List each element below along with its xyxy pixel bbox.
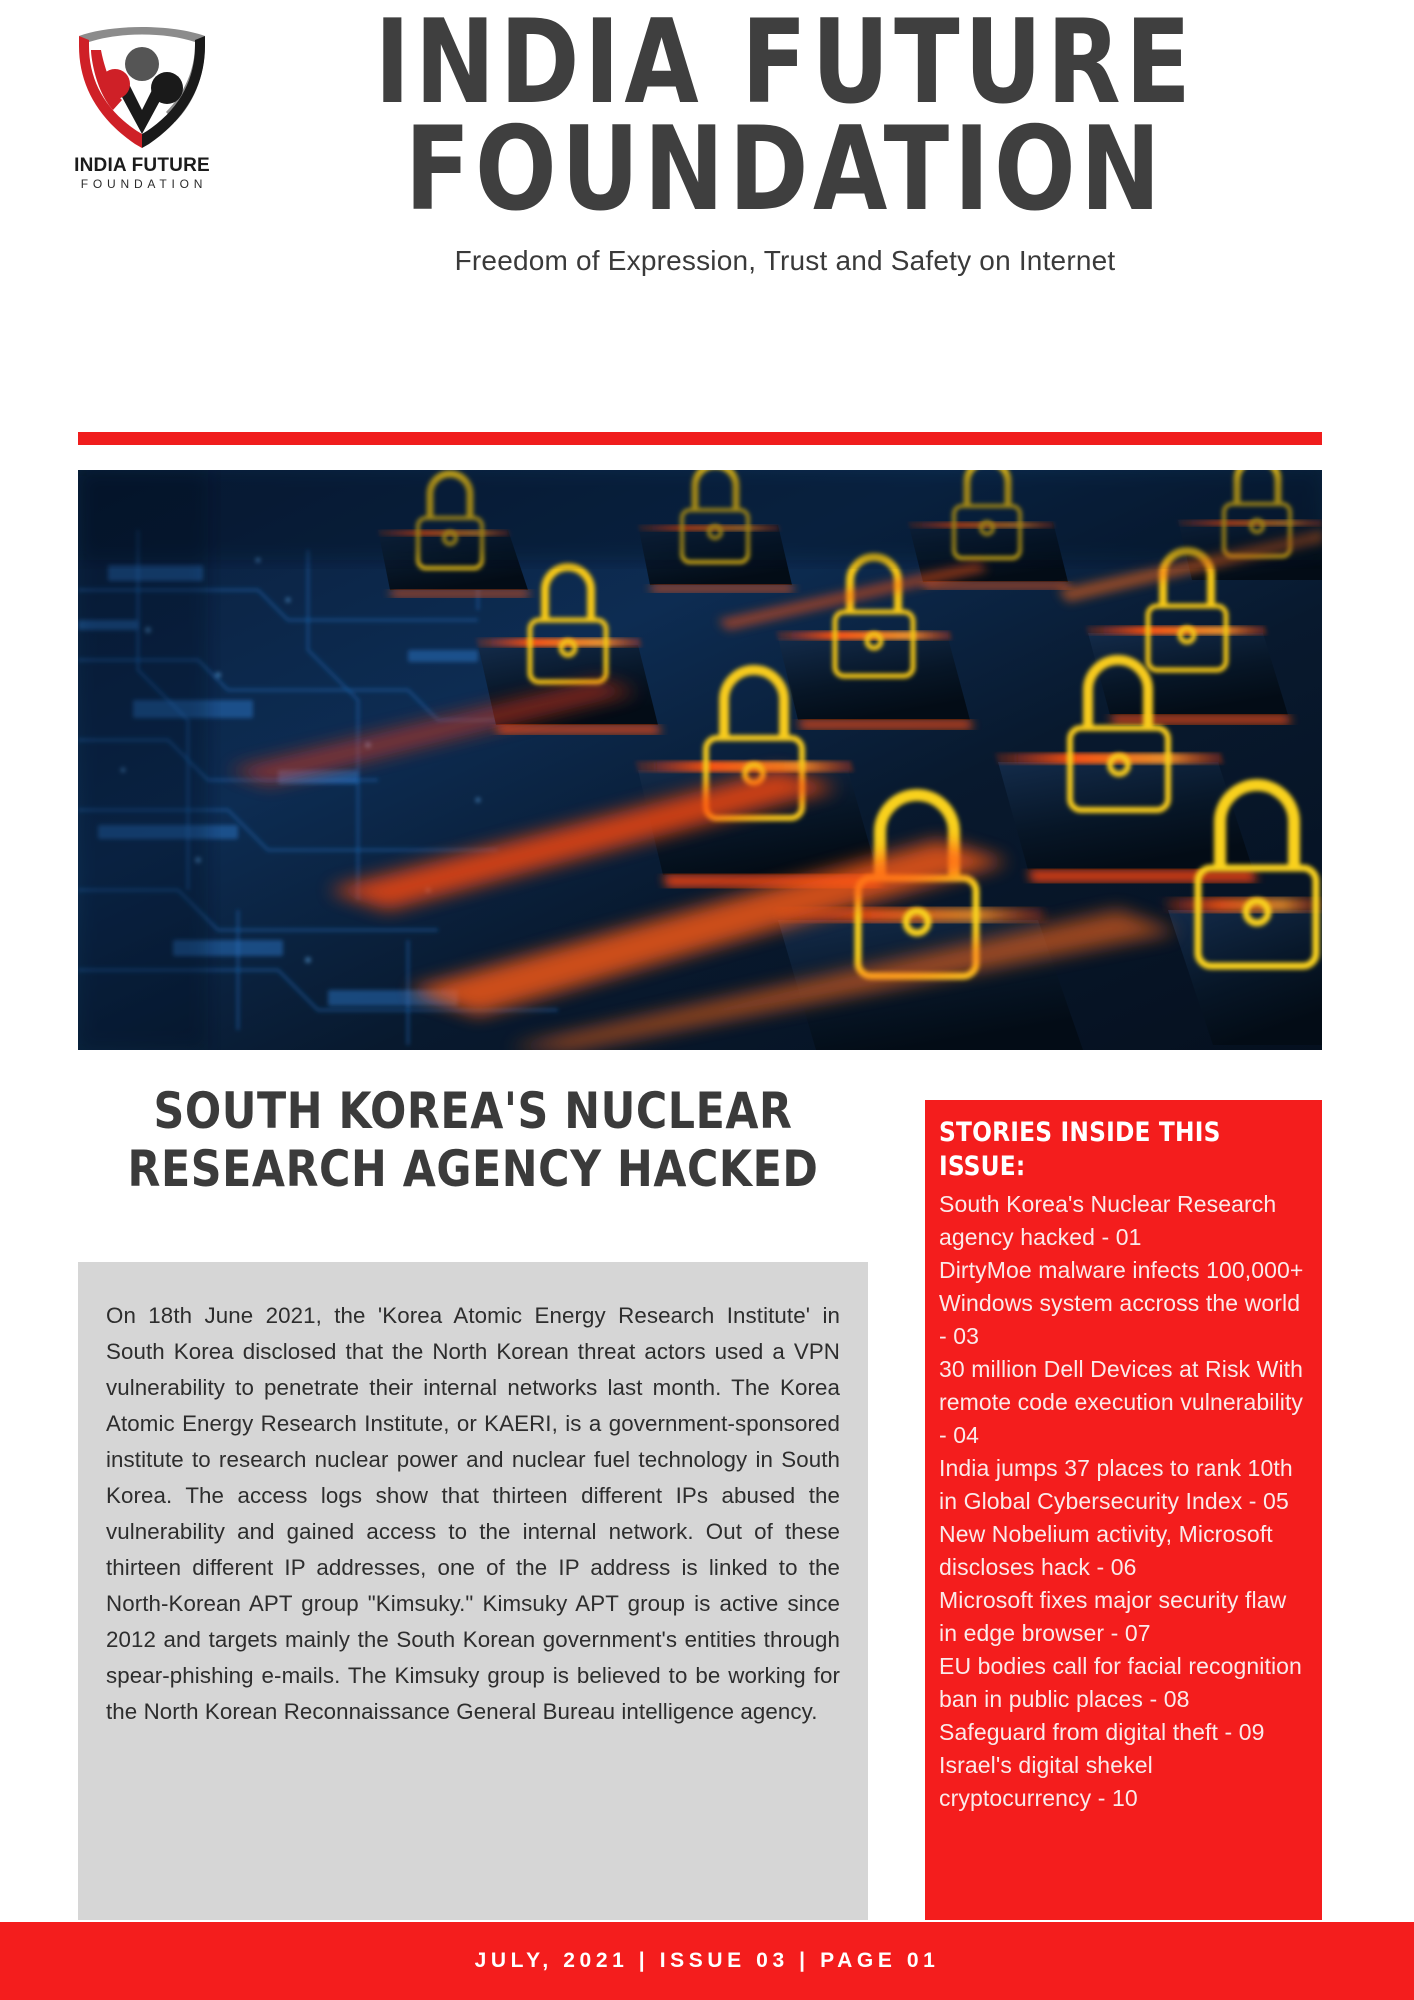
list-item[interactable]: DirtyMoe malware infects 100,000+ Windows system accross the world - 03 [939,1256,1304,1349]
page-title [256,0,1314,237]
list-item[interactable]: EU bodies call for facial recognition ban in public places - 08 [939,1652,1302,1712]
page-footer [0,1922,1414,2000]
page-title-line1: INDIA FUTURE [374,0,1196,130]
list-item[interactable]: Israel's digital shekel cryptocurrency - 10 [939,1751,1153,1811]
stories-list [939,1188,1306,1815]
stories-sidebar-title: STORIES INSIDE THIS ISSUE: [939,1117,1221,1182]
list-item[interactable]: 30 million Dell Devices at Risk With remote code execution vulnerability - 04 [939,1355,1304,1448]
list-item[interactable]: Microsoft fixes major security flaw in edge browser - 07 [939,1586,1287,1646]
page-title-line2: FOUNDATION [404,101,1166,237]
list-item[interactable]: New Nobelium activity, Microsoft discloses hack - 06 [939,1520,1273,1580]
list-item[interactable]: Safeguard from digital theft - 09 [939,1718,1265,1745]
footer-issue-text: JULY, 2021 | ISSUE 03 | PAGE 01 [474,1949,940,1972]
masthead-title-block [210,0,1360,277]
masthead [0,0,1414,400]
masthead-tagline: Freedom of Expression, Trust and Safety on Internet [454,245,1116,277]
article-headline: SOUTH KOREA'S NUCLEAR RESEARCH AGENCY HACKED [127,1082,819,1198]
shield-people-logo-icon [67,22,217,154]
list-item[interactable]: South Korea's Nuclear Research agency hacked - 01 [939,1190,1277,1250]
logo-wordmark-line2: FOUNDATION [80,176,208,191]
article-body-panel [78,1262,868,1920]
article-body-text: On 18th June 2021, the 'Korea Atomic Energy Research Institute' in South Korea disclosed that the North Korean threat actors used a VPN vulnerability to penetrate their internal networks last month. The Korea Atomic Energy Research Institute, or KAERI, is a government-sponsored institute to research nuclear power and nuclear fuel technology in South Korea. The access logs show that thirteen different IPs abused the vulnerability and gained access to the internal network. Out of these thirteen different IP addresses, one of the IP address is linked to the North-Korean APT group "Kimsuky." Kimsuky APT group is active since 2012 and targets mainly the South Korean government's entities through spear-phishing e-mails. The Kimsuky group is believed to be working for the North Korean Reconnaissance General Bureau intelligence agency. [106,1303,840,1724]
logo-wordmark-line1: INDIA FUTURE [74,155,210,176]
masthead-divider [78,432,1322,445]
organization-logo [52,22,232,197]
stories-sidebar [925,1100,1322,1920]
list-item[interactable]: India jumps 37 places to rank 10th in Global Cybersecurity Index - 05 [939,1454,1293,1514]
hero-image [78,470,1322,1050]
